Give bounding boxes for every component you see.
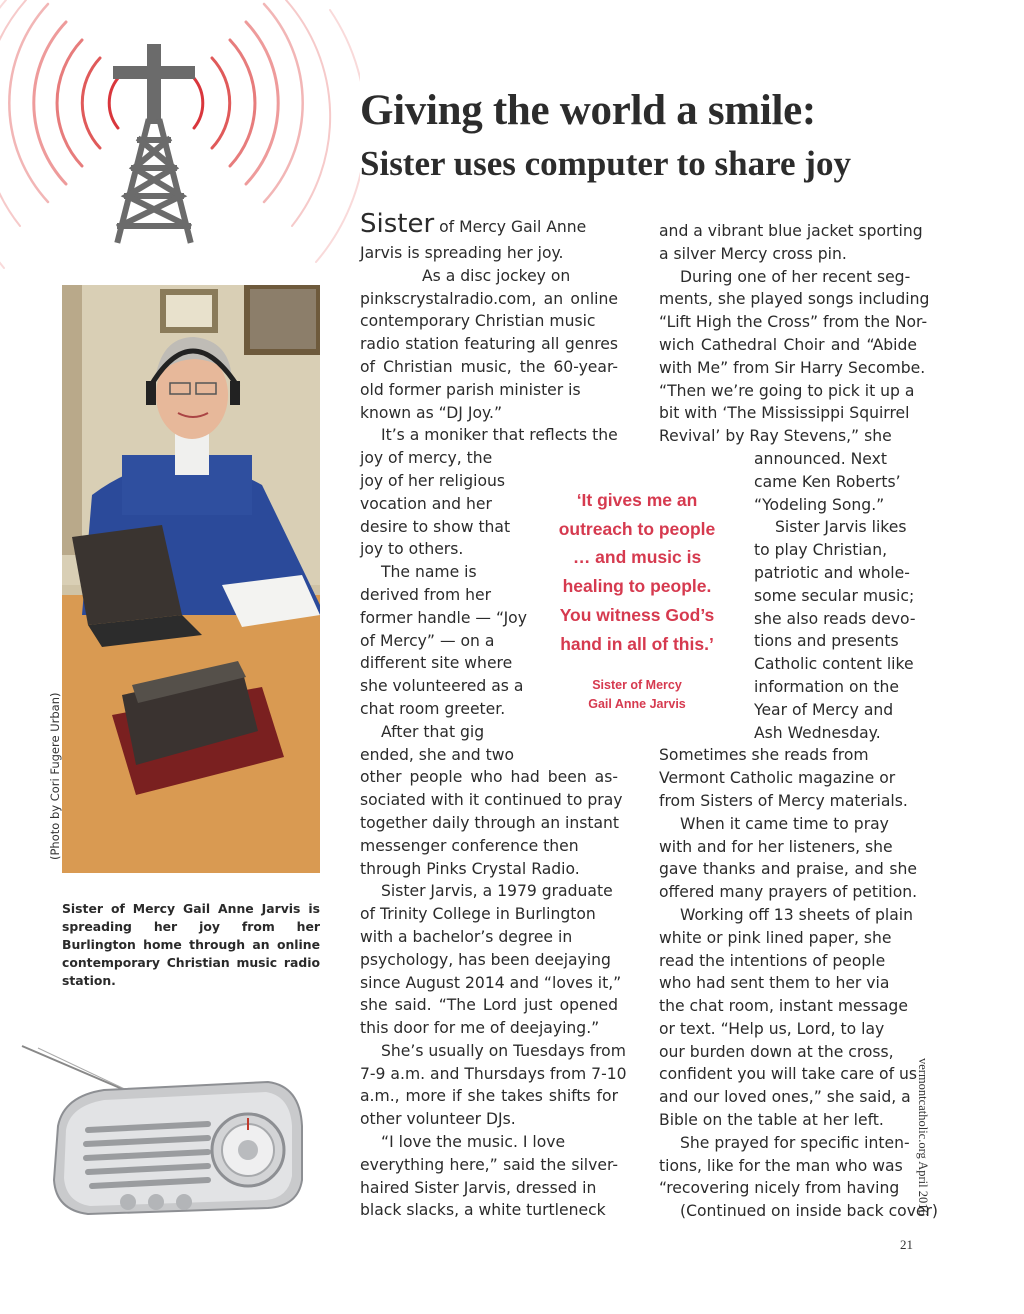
line-text: of Mercy Gail Anne [439, 218, 587, 236]
text-line: Ash Wednesday. [754, 723, 881, 742]
text-line: She prayed for specific inten- [680, 1133, 910, 1152]
text-line: Working off 13 sheets of plain [680, 905, 913, 924]
text-line: from Sisters of Mercy materials. [659, 791, 908, 810]
text-line: some secular music; [754, 586, 915, 605]
text-line: vocation and her [360, 494, 492, 513]
text-line: “Then we’re going to pick it up a [659, 381, 915, 400]
text-line: wich Cathedral Choir and “Abide [659, 335, 917, 354]
text-line: the chat room, instant message [659, 997, 908, 1016]
text-line: of Mercy” — on a [360, 631, 495, 650]
text-line: During one of her recent seg- [680, 267, 911, 286]
text-line: tions and presents [754, 632, 899, 651]
attribution-line: Sister of Mercy [592, 678, 682, 692]
text-line: After that gig [381, 722, 485, 741]
radio-tower-cross-icon [0, 0, 360, 280]
text-line: offered many prayers of petition. [659, 883, 918, 902]
text-line: old former parish minister is [360, 380, 581, 399]
text-line: “Yodeling Song.” [754, 495, 885, 514]
text-line: ments, she played songs including [659, 290, 930, 309]
text-line: read the intentions of people [659, 951, 886, 970]
text-line: other volunteer DJs. [360, 1110, 516, 1129]
pull-quote-line: ‘It gives me an [576, 490, 698, 510]
text-line: with a bachelor’s degree in [360, 927, 573, 946]
text-line: patriotic and whole- [754, 563, 910, 582]
text-line: a.m., more if she takes shifts for [360, 1087, 618, 1106]
pull-quote-line: healing to people. [562, 576, 712, 597]
text-line: black slacks, a white turtleneck [360, 1201, 606, 1220]
text-line: known as “DJ Joy.” [360, 403, 503, 422]
text-line: joy to others. [360, 540, 464, 559]
text-line: gave thanks and praise, and she [659, 860, 917, 879]
text-line: Revival’ by Ray Stevens,” she [659, 427, 892, 446]
text-line: It’s a moniker that reflects the [381, 426, 618, 445]
text-line: Catholic content like [754, 655, 914, 674]
text-line: contemporary Christian music [360, 312, 596, 331]
text-line: sociated with it continued to pray [360, 791, 623, 810]
photo-caption: Sister of Mercy Gail Anne Jarvis is spreading her joy from her Burlington home through an online contemporary Christian music radio station. [62, 901, 320, 988]
text-line: since August 2014 and “loves it,” [360, 973, 622, 992]
text-line: she said. “The Lord just opened [360, 996, 618, 1015]
text-line: with Me” from Sir Harry Secombe. [659, 358, 926, 377]
page-number: 21 [900, 1237, 913, 1252]
continued-note: (Continued on inside back cover) [680, 1202, 939, 1221]
text-line [360, 209, 618, 242]
text-line: to play Christian, [754, 541, 888, 560]
text-line: everything here,” said the silver- [360, 1155, 618, 1174]
text-line: “I love the music. I love [381, 1133, 566, 1152]
text-line: a silver Mercy cross pin. [659, 244, 847, 263]
text-line: or text. “Help us, Lord, to lay [659, 1019, 885, 1038]
text-line: As a disc jockey on [422, 266, 571, 285]
text-line: bit with ‘The Mississippi Squirrel [659, 404, 910, 423]
text-line: announced. Next [754, 449, 887, 468]
text-line: “Lift High the Cross” from the Nor- [659, 313, 928, 332]
text-line: psychology, has been deejaying [360, 950, 611, 969]
text-line: chat room greeter. [360, 699, 506, 718]
text-line: white or pink lined paper, she [659, 928, 892, 947]
text-line: different site where [360, 654, 513, 673]
text-line: confident you will take care of us [659, 1065, 918, 1084]
text-line: She’s usually on Tuesdays from [381, 1041, 626, 1060]
text-line: pinkscrystalradio.com, an online [360, 289, 618, 308]
vintage-radio-icon [18, 1030, 318, 1220]
text-line: tions, like for the man who was [659, 1156, 903, 1175]
text-line: and a vibrant blue jacket sporting [659, 222, 923, 240]
text-line: of Christian music, the 60-year- [360, 357, 618, 376]
article-column-1 [360, 209, 627, 1222]
text-line: information on the [754, 677, 899, 696]
text-line: joy of her religious [360, 471, 505, 490]
article-photo [62, 285, 320, 873]
pull-quote-line: You witness God’s [559, 604, 715, 625]
text-line: Sister Jarvis likes [775, 518, 907, 537]
text-line: came Ken Roberts’ [754, 472, 901, 491]
text-line: Sister Jarvis, a 1979 graduate [381, 882, 613, 901]
text-line: who had sent them to her via [659, 974, 890, 993]
text-line: she also reads devo- [754, 609, 916, 628]
subheadline: Sister uses computer to share joy [360, 144, 851, 183]
text-line: she volunteered as a [360, 677, 524, 696]
publication-sideline: vermontcatholic.org April 2016 [916, 1058, 930, 1216]
text-line: and our loved ones,” she said, a [659, 1088, 911, 1107]
text-line: with and for her listeners, she [659, 837, 893, 856]
pull-quote-line: outreach to people [558, 518, 716, 539]
pull-quote-line: … and music is [572, 547, 702, 568]
text-line: When it came time to pray [680, 814, 889, 833]
text-line: Vermont Catholic magazine or [659, 769, 896, 788]
attribution-line: Gail Anne Jarvis [588, 697, 686, 711]
text-line: Year of Mercy and [754, 700, 894, 719]
text-line: former handle — “Joy [360, 608, 527, 627]
text-line: desire to show that [360, 517, 511, 536]
text-line: other people who had been as- [360, 768, 618, 787]
text-line: derived from her [360, 585, 492, 604]
text-line: through Pinks Crystal Radio. [360, 859, 580, 878]
text-line: this door for me of deejaying.” [360, 1019, 600, 1038]
text-line: Sometimes she reads from [659, 746, 869, 765]
headline: Giving the world a smile: [360, 87, 816, 134]
text-line: 7-9 a.m. and Thursdays from 7-10 [360, 1064, 627, 1083]
text-line: of Trinity College in Burlington [360, 905, 596, 924]
text-line: together daily through an instant [360, 813, 620, 832]
text-line: Jarvis is spreading her joy. [360, 244, 564, 262]
drop-cap: Sister [360, 209, 435, 239]
pull-quote-line: hand in all of this.’ [560, 633, 714, 654]
photo-credit: (Photo by Cori Fugere Urban) [48, 692, 62, 860]
text-line: our burden down at the cross, [659, 1042, 894, 1061]
text-line: The name is [381, 563, 477, 582]
text-line: ended, she and two [360, 745, 515, 764]
text-line: radio station featuring all genres [360, 335, 618, 354]
text-line: messenger conference then [360, 836, 579, 855]
text-line: Bible on the table at her left. [659, 1111, 884, 1130]
text-line: haired Sister Jarvis, dressed in [360, 1178, 597, 1197]
text-line: “recovering nicely from having [659, 1179, 900, 1198]
text-line: joy of mercy, the [360, 449, 493, 468]
